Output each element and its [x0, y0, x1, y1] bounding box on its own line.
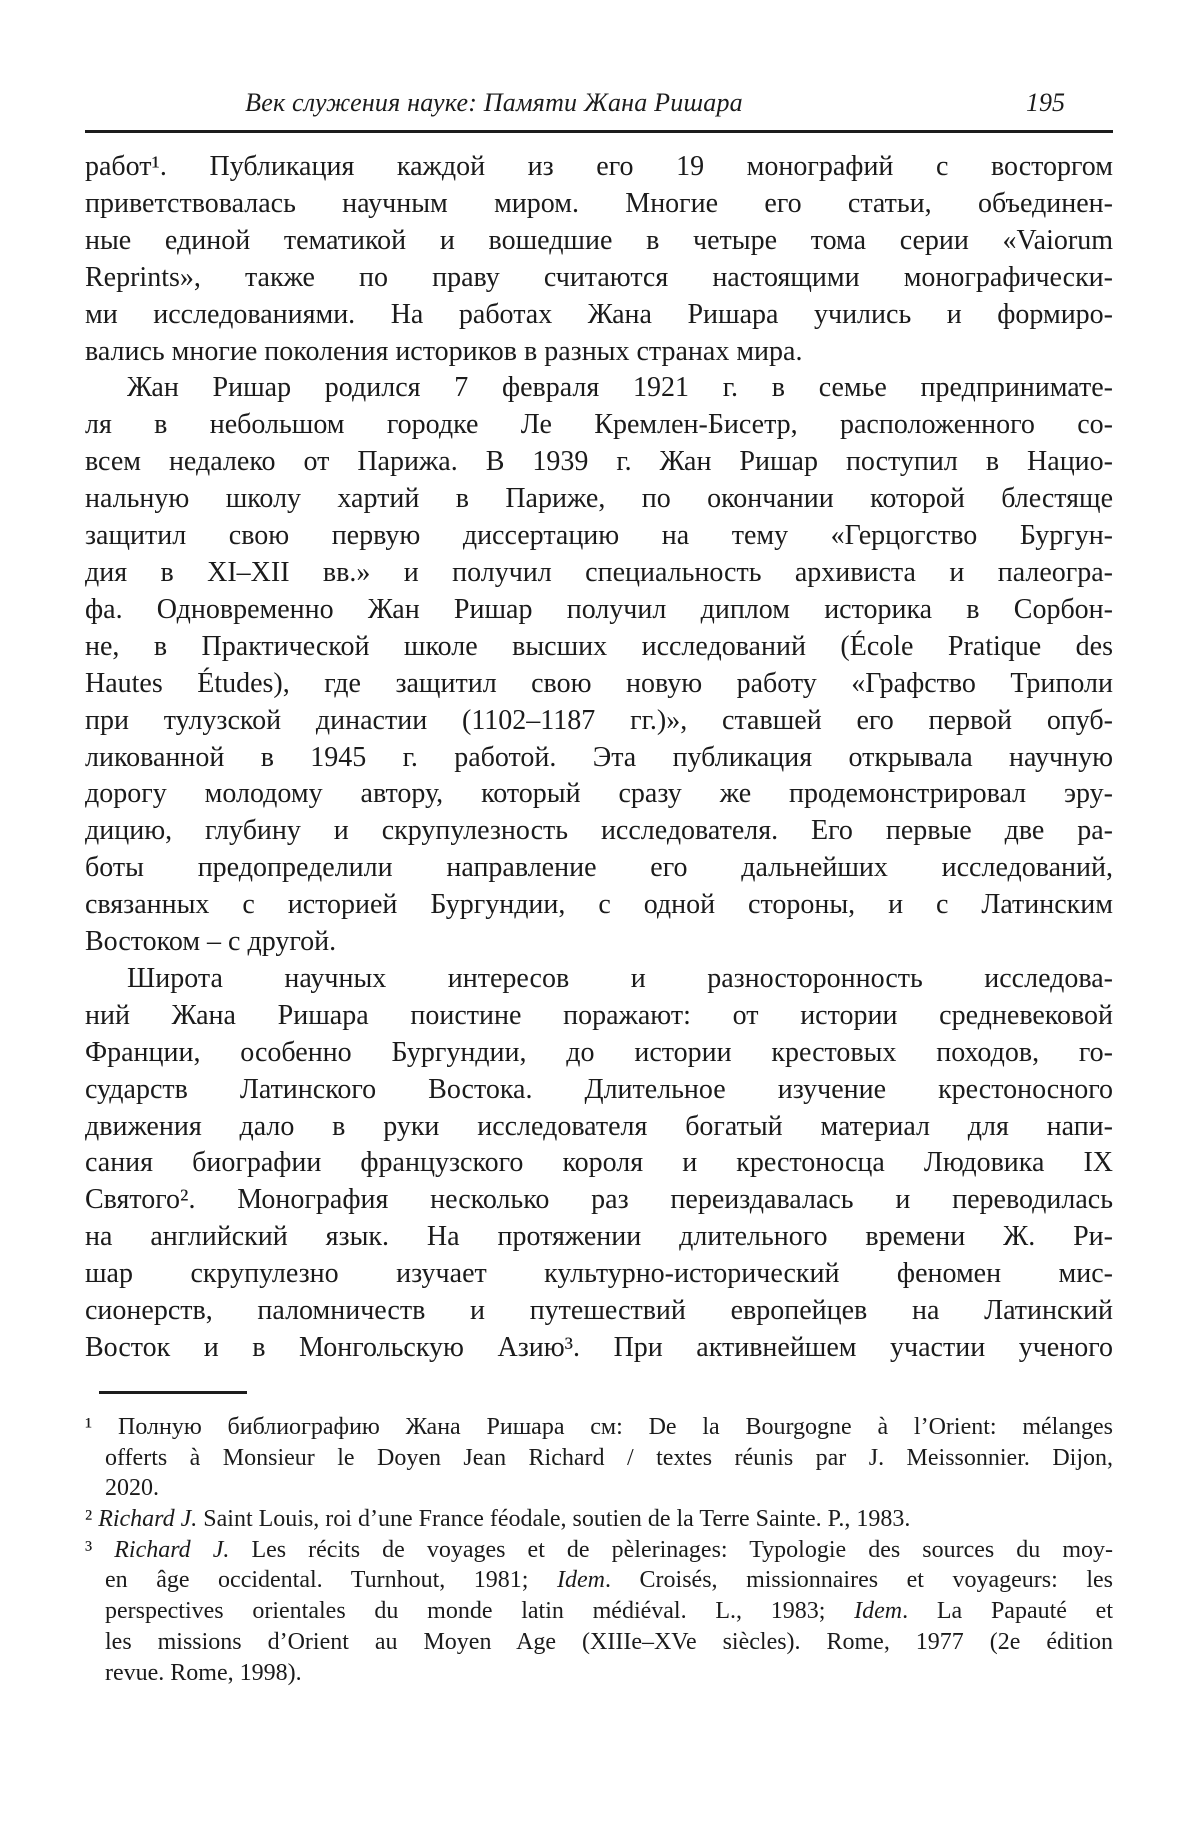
- footnote-text: ²: [85, 1506, 99, 1533]
- footnote-text: perspectives orientales du monde latin médiéval. L., 1983;: [105, 1598, 855, 1625]
- text-line: сионерств, паломничеств и путешествий европейцев на Латинский: [85, 1295, 1113, 1327]
- text-line: Жан Ришар родился 7 февраля 1921 г. в семье предпринимате-: [127, 372, 1113, 404]
- paragraph: [85, 149, 1113, 370]
- paragraph: [85, 961, 1113, 1367]
- footnote-italic-text: Idem: [557, 1567, 605, 1594]
- footnote-italic-text: Idem: [854, 1598, 903, 1625]
- text-line: Святого². Монография несколько раз переиздавалась и переводилась: [85, 1184, 1113, 1216]
- footnote-text: . Croisés, missionnaires et voyageurs: les: [605, 1567, 1114, 1594]
- text-line: сударств Латинского Востока. Длительное изучение крестоносного: [85, 1073, 1113, 1105]
- text-line: защитил свою первую диссертацию на тему «Герцогство Бургун-: [85, 520, 1113, 552]
- footnote-line: [85, 1473, 1113, 1504]
- text-line: вались многие поколения историков в разных странах мира.: [85, 335, 803, 367]
- footnote-line: [85, 1504, 1113, 1535]
- text-line: при тулузской династии (1102–1187 гг.)», ставшей его первой опуб-: [85, 704, 1113, 736]
- footnote-text: offerts à Monsieur le Doyen Jean Richard / textes réunis par J. Meissonnier. Dijon,: [105, 1444, 1113, 1471]
- footnote-text: les missions d’Orient au Moyen Age (XIIIe–XVe siècles). Rome, 1977 (2e édition: [105, 1628, 1113, 1655]
- text-line: Восток и в Монгольскую Азию³. При активнейшем участии ученого: [85, 1332, 1113, 1363]
- footnote-line: [85, 1627, 1113, 1658]
- footnote-separator: [99, 1391, 247, 1394]
- text-line: боты предопределили направление его дальнейших исследований,: [85, 852, 1113, 884]
- text-line: сания биографии французского короля и крестоносца Людовика IX: [85, 1147, 1113, 1179]
- footnotes: [85, 1412, 1113, 1688]
- text-line: ные единой тематикой и вошедшие в четыре тома серии «Vaiorum: [85, 224, 1113, 256]
- footnote-text: 2020.: [105, 1475, 159, 1502]
- footnote-text: . La Papauté et: [902, 1598, 1113, 1625]
- text-line: всем недалеко от Парижа. В 1939 г. Жан Ришар поступил в Нацио-: [85, 446, 1113, 478]
- footnote-text: Saint Louis, roi d’une France féodale, soutien de la Terre Sainte. P., 1983.: [197, 1506, 911, 1533]
- text-line: ля в небольшом городке Ле Кремлен-Бисетр, расположенного со-: [85, 409, 1113, 441]
- text-line: Франции, особенно Бургундии, до истории крестовых походов, го-: [85, 1036, 1113, 1068]
- footnote-line: [85, 1565, 1113, 1596]
- paragraph: [85, 370, 1113, 961]
- footnote-line: [85, 1443, 1113, 1474]
- text-line: ликованной в 1945 г. работой. Эта публикация открывала научную: [85, 741, 1113, 773]
- text-line: Hautes Études), где защитил свою новую работу «Графство Триполи: [85, 667, 1113, 699]
- running-title: Век служения науке: Памяти Жана Ришара: [245, 88, 743, 117]
- footnote-italic-text: Richard J.: [114, 1536, 230, 1563]
- footnote: [85, 1504, 1113, 1535]
- footnote-text: revue. Rome, 1998).: [105, 1659, 302, 1686]
- text-line: работ¹. Публикация каждой из его 19 монографий с восторгом: [85, 151, 1113, 182]
- text-line: шар скрупулезно изучает культурно-исторический феномен мис-: [85, 1258, 1113, 1290]
- header-rule: [85, 130, 1113, 133]
- footnote-text: ¹ Полную библиографию Жана Ришара см: De la Bourgogne à l’Orient: mélanges: [85, 1413, 1113, 1440]
- footnote-text: ³: [85, 1536, 115, 1563]
- footnote-line: [85, 1535, 1113, 1566]
- text-line: приветствовалась научным миром. Многие его статьи, объединен-: [85, 187, 1113, 219]
- text-line: дицию, глубину и скрупулезность исследователя. Его первые две ра-: [85, 815, 1113, 847]
- text-line: Востоком – с другой.: [85, 926, 337, 958]
- footnote: [85, 1535, 1113, 1689]
- text-line: Широта научных интересов и разносторонность исследова-: [127, 962, 1113, 994]
- footnote-text: en âge occidental. Turnhout, 1981;: [105, 1567, 558, 1594]
- footnote: [85, 1412, 1113, 1504]
- text-line: фа. Одновременно Жан Ришар получил диплом историка в Сорбон-: [85, 593, 1113, 625]
- text-line: на английский язык. На протяжении длительного времени Ж. Ри-: [85, 1221, 1113, 1253]
- body-text: [85, 149, 1113, 1367]
- footnote-line: [85, 1412, 1113, 1443]
- page-number: 195: [1026, 88, 1065, 117]
- footnote-line: [85, 1596, 1113, 1627]
- text-line: ми исследованиями. На работах Жана Ришара учились и формиро-: [85, 298, 1113, 330]
- footnote-line: [85, 1658, 1113, 1689]
- text-line: движения дало в руки исследователя богатый материал для напи-: [85, 1110, 1113, 1142]
- text-line: ний Жана Ришара поистине поражают: от истории средневековой: [85, 999, 1113, 1031]
- footnote-text: Les récits de voyages et de pèlerinages: Typologie des sources du moy-: [229, 1536, 1113, 1563]
- text-line: дия в XI–XII вв.» и получил специальность архивиста и палеогра-: [85, 556, 1113, 588]
- text-line: связанных с историей Бургундии, с одной стороны, и с Латинским: [85, 889, 1113, 921]
- footnote-italic-text: Richard J.: [98, 1506, 198, 1533]
- text-line: Reprints», также по праву считаются настоящими монографически-: [85, 261, 1113, 293]
- text-line: дорогу молодому автору, который сразу же продемонстрировал эру-: [85, 778, 1113, 810]
- page-header: [85, 80, 1113, 130]
- text-line: не, в Практической школе высших исследований (École Pratique des: [85, 630, 1113, 662]
- text-line: нальную школу хартий в Париже, по окончании которой блестяще: [85, 483, 1113, 515]
